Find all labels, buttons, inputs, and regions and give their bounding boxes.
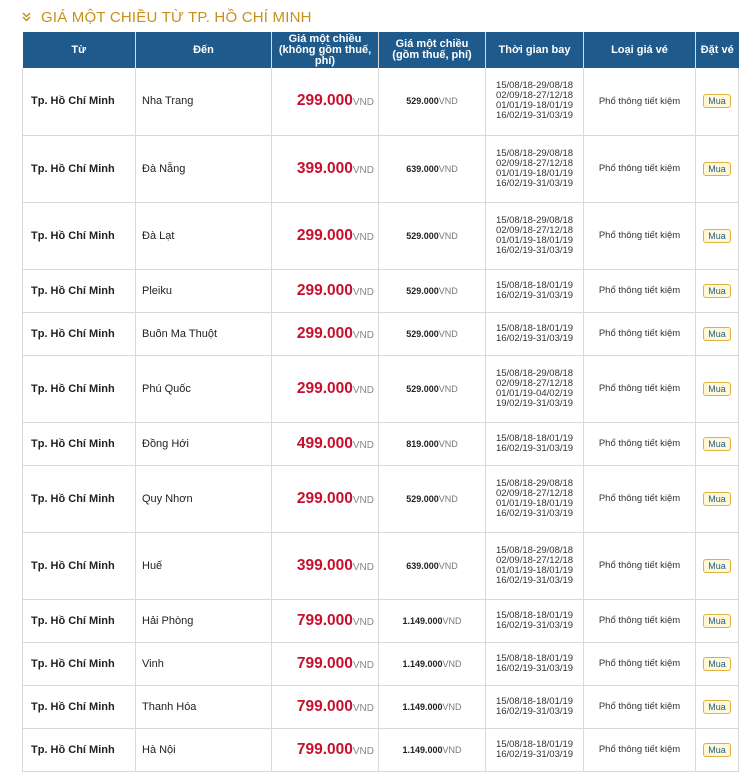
cell-fare-type: Phổ thông tiết kiệm xyxy=(584,642,696,685)
period-range: 16/02/19-31/03/19 xyxy=(495,748,574,760)
full-price-currency: VND xyxy=(442,744,462,755)
price-amount: 299.000 xyxy=(296,226,353,244)
cell-to: Đà Nẵng xyxy=(136,135,272,202)
cell-from: Tp. Hồ Chí Minh xyxy=(23,135,136,202)
cell-price-excl-tax xyxy=(272,202,379,269)
full-price-amount: 529.000 xyxy=(406,383,439,394)
table-row xyxy=(23,312,739,355)
cell-price-excl-tax xyxy=(272,465,379,532)
table-row xyxy=(23,269,739,312)
cell-to: Đồng Hới xyxy=(136,422,272,465)
cell-book xyxy=(696,728,739,771)
table-row xyxy=(23,68,739,135)
cell-from: Tp. Hồ Chí Minh xyxy=(23,685,136,728)
cell-from: Tp. Hồ Chí Minh xyxy=(23,312,136,355)
price-amount: 299.000 xyxy=(296,379,353,397)
period-range: 01/01/19-18/01/19 xyxy=(495,564,574,576)
header-price-incl-line2: (gồm thuế, phí) xyxy=(392,49,472,61)
period-range: 15/08/18-18/01/19 xyxy=(495,652,574,664)
price-currency: VND xyxy=(352,659,374,671)
table-row xyxy=(23,642,739,685)
header-price-incl-line1: Giá một chiều xyxy=(395,38,469,50)
cell-price-incl-tax xyxy=(379,465,486,532)
price-amount: 299.000 xyxy=(296,324,353,342)
period-range: 16/02/19-31/03/19 xyxy=(495,574,574,586)
buy-button[interactable]: Mua xyxy=(703,559,731,573)
price-amount: 799.000 xyxy=(296,697,353,715)
cell-price-excl-tax xyxy=(272,68,379,135)
table-row xyxy=(23,685,739,728)
cell-to: Vinh xyxy=(136,642,272,685)
price-currency: VND xyxy=(352,616,374,628)
cell-book xyxy=(696,269,739,312)
period-range: 16/02/19-31/03/19 xyxy=(495,705,574,717)
period-range: 15/08/18-18/01/19 xyxy=(495,279,574,291)
cell-price-incl-tax xyxy=(379,312,486,355)
price-currency: VND xyxy=(352,439,374,451)
full-price-amount: 529.000 xyxy=(406,328,439,339)
period-range: 15/08/18-29/08/18 xyxy=(495,367,574,379)
period-range: 16/02/19-31/03/19 xyxy=(495,619,574,631)
full-price-amount: 529.000 xyxy=(406,96,439,107)
full-price-amount: 529.000 xyxy=(406,493,439,504)
cell-price-excl-tax xyxy=(272,685,379,728)
period-range: 01/01/19-18/01/19 xyxy=(495,100,574,112)
buy-button[interactable]: Mua xyxy=(703,657,731,671)
cell-book xyxy=(696,68,739,135)
full-price-currency: VND xyxy=(438,328,458,339)
header-price-excl-tax xyxy=(272,32,379,68)
double-chevron-down-icon xyxy=(22,12,31,23)
buy-button[interactable]: Mua xyxy=(703,284,731,298)
cell-price-incl-tax xyxy=(379,728,486,771)
cell-fare-type: Phổ thông tiết kiệm xyxy=(584,685,696,728)
cell-book xyxy=(696,202,739,269)
cell-from: Tp. Hồ Chí Minh xyxy=(23,465,136,532)
price-amount: 799.000 xyxy=(296,611,353,629)
cell-to: Phú Quốc xyxy=(136,355,272,422)
price-currency: VND xyxy=(352,494,374,506)
buy-button[interactable]: Mua xyxy=(703,382,731,396)
cell-book xyxy=(696,312,739,355)
cell-to: Đà Lạt xyxy=(136,202,272,269)
period-range: 02/09/18-27/12/18 xyxy=(495,377,574,389)
period-range: 15/08/18-18/01/19 xyxy=(495,432,574,444)
buy-button[interactable]: Mua xyxy=(703,492,731,506)
cell-price-excl-tax xyxy=(272,532,379,599)
header-period: Thời gian bay xyxy=(486,32,584,68)
cell-book xyxy=(696,599,739,642)
cell-to: Buôn Ma Thuột xyxy=(136,312,272,355)
buy-button[interactable]: Mua xyxy=(703,229,731,243)
cell-period xyxy=(486,465,584,532)
cell-from: Tp. Hồ Chí Minh xyxy=(23,355,136,422)
cell-period xyxy=(486,355,584,422)
buy-button[interactable]: Mua xyxy=(703,614,731,628)
header-price-excl-line2: (không gồm thuế, phí) xyxy=(278,43,372,67)
period-range: 15/08/18-18/01/19 xyxy=(495,322,574,334)
cell-period xyxy=(486,728,584,771)
period-range: 15/08/18-29/08/18 xyxy=(495,147,574,159)
header-price-excl-line1: Giá một chiều xyxy=(288,32,362,45)
cell-price-incl-tax xyxy=(379,685,486,728)
table-row xyxy=(23,135,739,202)
period-range: 15/08/18-18/01/19 xyxy=(495,695,574,707)
cell-price-excl-tax xyxy=(272,135,379,202)
cell-fare-type: Phổ thông tiết kiệm xyxy=(584,135,696,202)
header-price-incl-tax xyxy=(379,32,486,68)
price-currency: VND xyxy=(352,702,374,714)
buy-button[interactable]: Mua xyxy=(703,162,731,176)
fare-table xyxy=(22,32,739,772)
cell-fare-type: Phổ thông tiết kiệm xyxy=(584,202,696,269)
price-amount: 799.000 xyxy=(296,740,353,758)
cell-price-incl-tax xyxy=(379,642,486,685)
period-range: 16/02/19-31/03/19 xyxy=(495,507,574,519)
cell-fare-type: Phổ thông tiết kiệm xyxy=(584,422,696,465)
full-price-amount: 1.149.000 xyxy=(402,701,443,712)
period-range: 02/09/18-27/12/18 xyxy=(495,487,574,499)
price-currency: VND xyxy=(352,561,374,573)
period-range: 16/02/19-31/03/19 xyxy=(495,332,574,344)
full-price-amount: 1.149.000 xyxy=(402,658,443,669)
cell-book xyxy=(696,465,739,532)
cell-book xyxy=(696,685,739,728)
cell-book xyxy=(696,135,739,202)
period-range: 01/01/19-18/01/19 xyxy=(495,234,574,246)
full-price-currency: VND xyxy=(438,285,458,296)
full-price-amount: 1.149.000 xyxy=(402,744,443,755)
price-amount: 399.000 xyxy=(296,556,353,574)
full-price-currency: VND xyxy=(438,383,458,394)
cell-period xyxy=(486,135,584,202)
buy-button[interactable]: Mua xyxy=(703,743,731,757)
cell-period xyxy=(486,202,584,269)
cell-price-excl-tax xyxy=(272,728,379,771)
cell-fare-type: Phổ thông tiết kiệm xyxy=(584,355,696,422)
cell-price-incl-tax xyxy=(379,68,486,135)
table-row xyxy=(23,202,739,269)
cell-from: Tp. Hồ Chí Minh xyxy=(23,642,136,685)
cell-fare-type: Phổ thông tiết kiệm xyxy=(584,728,696,771)
cell-price-excl-tax xyxy=(272,422,379,465)
header-to: Đến xyxy=(136,32,272,68)
cell-to: Quy Nhơn xyxy=(136,465,272,532)
price-currency: VND xyxy=(352,286,374,298)
header-book: Đặt vé xyxy=(696,32,739,68)
cell-price-incl-tax xyxy=(379,532,486,599)
table-row xyxy=(23,465,739,532)
cell-price-incl-tax xyxy=(379,135,486,202)
price-amount: 299.000 xyxy=(296,281,353,299)
price-currency: VND xyxy=(352,231,374,243)
full-price-currency: VND xyxy=(438,163,458,174)
cell-fare-type: Phổ thông tiết kiệm xyxy=(584,532,696,599)
full-price-amount: 639.000 xyxy=(406,163,439,174)
cell-price-excl-tax xyxy=(272,312,379,355)
cell-price-excl-tax xyxy=(272,269,379,312)
cell-from: Tp. Hồ Chí Minh xyxy=(23,422,136,465)
period-range: 02/09/18-27/12/18 xyxy=(495,157,574,169)
period-range: 02/09/18-27/12/18 xyxy=(495,90,574,102)
period-range: 15/08/18-18/01/19 xyxy=(495,609,574,621)
cell-period xyxy=(486,685,584,728)
cell-price-excl-tax xyxy=(272,599,379,642)
period-range: 16/02/19-31/03/19 xyxy=(495,244,574,256)
table-row xyxy=(23,422,739,465)
full-price-currency: VND xyxy=(438,493,458,504)
buy-button[interactable]: Mua xyxy=(703,700,731,714)
cell-from: Tp. Hồ Chí Minh xyxy=(23,68,136,135)
cell-book xyxy=(696,642,739,685)
price-amount: 299.000 xyxy=(296,489,353,507)
cell-price-excl-tax xyxy=(272,355,379,422)
price-amount: 799.000 xyxy=(296,654,353,672)
period-range: 01/01/19-18/01/19 xyxy=(495,497,574,509)
period-range: 16/02/19-31/03/19 xyxy=(495,177,574,189)
cell-period xyxy=(486,269,584,312)
period-range: 16/02/19-31/03/19 xyxy=(495,289,574,301)
cell-fare-type: Phổ thông tiết kiệm xyxy=(584,68,696,135)
full-price-currency: VND xyxy=(442,701,462,712)
price-currency: VND xyxy=(352,384,374,396)
cell-from: Tp. Hồ Chí Minh xyxy=(23,202,136,269)
cell-fare-type: Phổ thông tiết kiệm xyxy=(584,599,696,642)
price-currency: VND xyxy=(352,164,374,176)
buy-button[interactable]: Mua xyxy=(703,327,731,341)
buy-button[interactable]: Mua xyxy=(703,94,731,108)
section-title-text: GIÁ MỘT CHIỀU TỪ TP. HỒ CHÍ MINH xyxy=(41,8,312,26)
period-range: 15/08/18-29/08/18 xyxy=(495,544,574,556)
period-range: 16/02/19-31/03/19 xyxy=(495,442,574,454)
cell-book xyxy=(696,355,739,422)
cell-period xyxy=(486,422,584,465)
full-price-currency: VND xyxy=(442,658,462,669)
cell-book xyxy=(696,422,739,465)
table-header-row xyxy=(23,32,739,68)
cell-book xyxy=(696,532,739,599)
price-amount: 299.000 xyxy=(296,92,353,110)
cell-to: Hà Nội xyxy=(136,728,272,771)
full-price-currency: VND xyxy=(438,230,458,241)
price-currency: VND xyxy=(352,745,374,757)
cell-price-incl-tax xyxy=(379,599,486,642)
cell-from: Tp. Hồ Chí Minh xyxy=(23,532,136,599)
cell-period xyxy=(486,532,584,599)
cell-price-incl-tax xyxy=(379,422,486,465)
price-amount: 399.000 xyxy=(296,159,353,177)
price-currency: VND xyxy=(352,97,374,109)
price-amount: 499.000 xyxy=(296,434,353,452)
period-range: 15/08/18-18/01/19 xyxy=(495,738,574,750)
cell-to: Thanh Hóa xyxy=(136,685,272,728)
cell-to: Nha Trang xyxy=(136,68,272,135)
period-range: 15/08/18-29/08/18 xyxy=(495,80,574,92)
full-price-currency: VND xyxy=(438,560,458,571)
cell-from: Tp. Hồ Chí Minh xyxy=(23,269,136,312)
cell-price-incl-tax xyxy=(379,202,486,269)
header-fare-type: Loại giá vé xyxy=(584,32,696,68)
cell-to: Huế xyxy=(136,532,272,599)
period-range: 01/01/19-18/01/19 xyxy=(495,167,574,179)
cell-price-excl-tax xyxy=(272,642,379,685)
period-range: 16/02/19-31/03/19 xyxy=(495,110,574,122)
table-row xyxy=(23,355,739,422)
period-range: 02/09/18-27/12/18 xyxy=(495,554,574,566)
header-from: Từ xyxy=(23,32,136,68)
period-range: 16/02/19-31/03/19 xyxy=(495,662,574,674)
full-price-amount: 639.000 xyxy=(406,560,439,571)
price-currency: VND xyxy=(352,329,374,341)
cell-fare-type: Phổ thông tiết kiệm xyxy=(584,269,696,312)
cell-price-incl-tax xyxy=(379,269,486,312)
full-price-currency: VND xyxy=(442,615,462,626)
full-price-amount: 1.149.000 xyxy=(402,615,443,626)
full-price-currency: VND xyxy=(438,96,458,107)
period-range: 02/09/18-27/12/18 xyxy=(495,224,574,236)
cell-period xyxy=(486,68,584,135)
table-row xyxy=(23,728,739,771)
cell-fare-type: Phổ thông tiết kiệm xyxy=(584,312,696,355)
cell-fare-type: Phổ thông tiết kiệm xyxy=(584,465,696,532)
section-title xyxy=(22,6,312,28)
buy-button[interactable]: Mua xyxy=(703,437,731,451)
cell-period xyxy=(486,642,584,685)
full-price-currency: VND xyxy=(438,438,458,449)
cell-from: Tp. Hồ Chí Minh xyxy=(23,599,136,642)
cell-price-incl-tax xyxy=(379,355,486,422)
cell-period xyxy=(486,312,584,355)
cell-period xyxy=(486,599,584,642)
full-price-amount: 529.000 xyxy=(406,230,439,241)
full-price-amount: 529.000 xyxy=(406,285,439,296)
period-range: 19/02/19-31/03/19 xyxy=(495,397,574,409)
period-range: 15/08/18-29/08/18 xyxy=(495,214,574,226)
cell-to: Pleiku xyxy=(136,269,272,312)
fare-table-body xyxy=(23,68,739,771)
period-range: 01/01/19-04/02/19 xyxy=(495,387,574,399)
cell-from: Tp. Hồ Chí Minh xyxy=(23,728,136,771)
table-row xyxy=(23,532,739,599)
table-row xyxy=(23,599,739,642)
cell-to: Hải Phòng xyxy=(136,599,272,642)
period-range: 15/08/18-29/08/18 xyxy=(495,477,574,489)
full-price-amount: 819.000 xyxy=(406,438,439,449)
